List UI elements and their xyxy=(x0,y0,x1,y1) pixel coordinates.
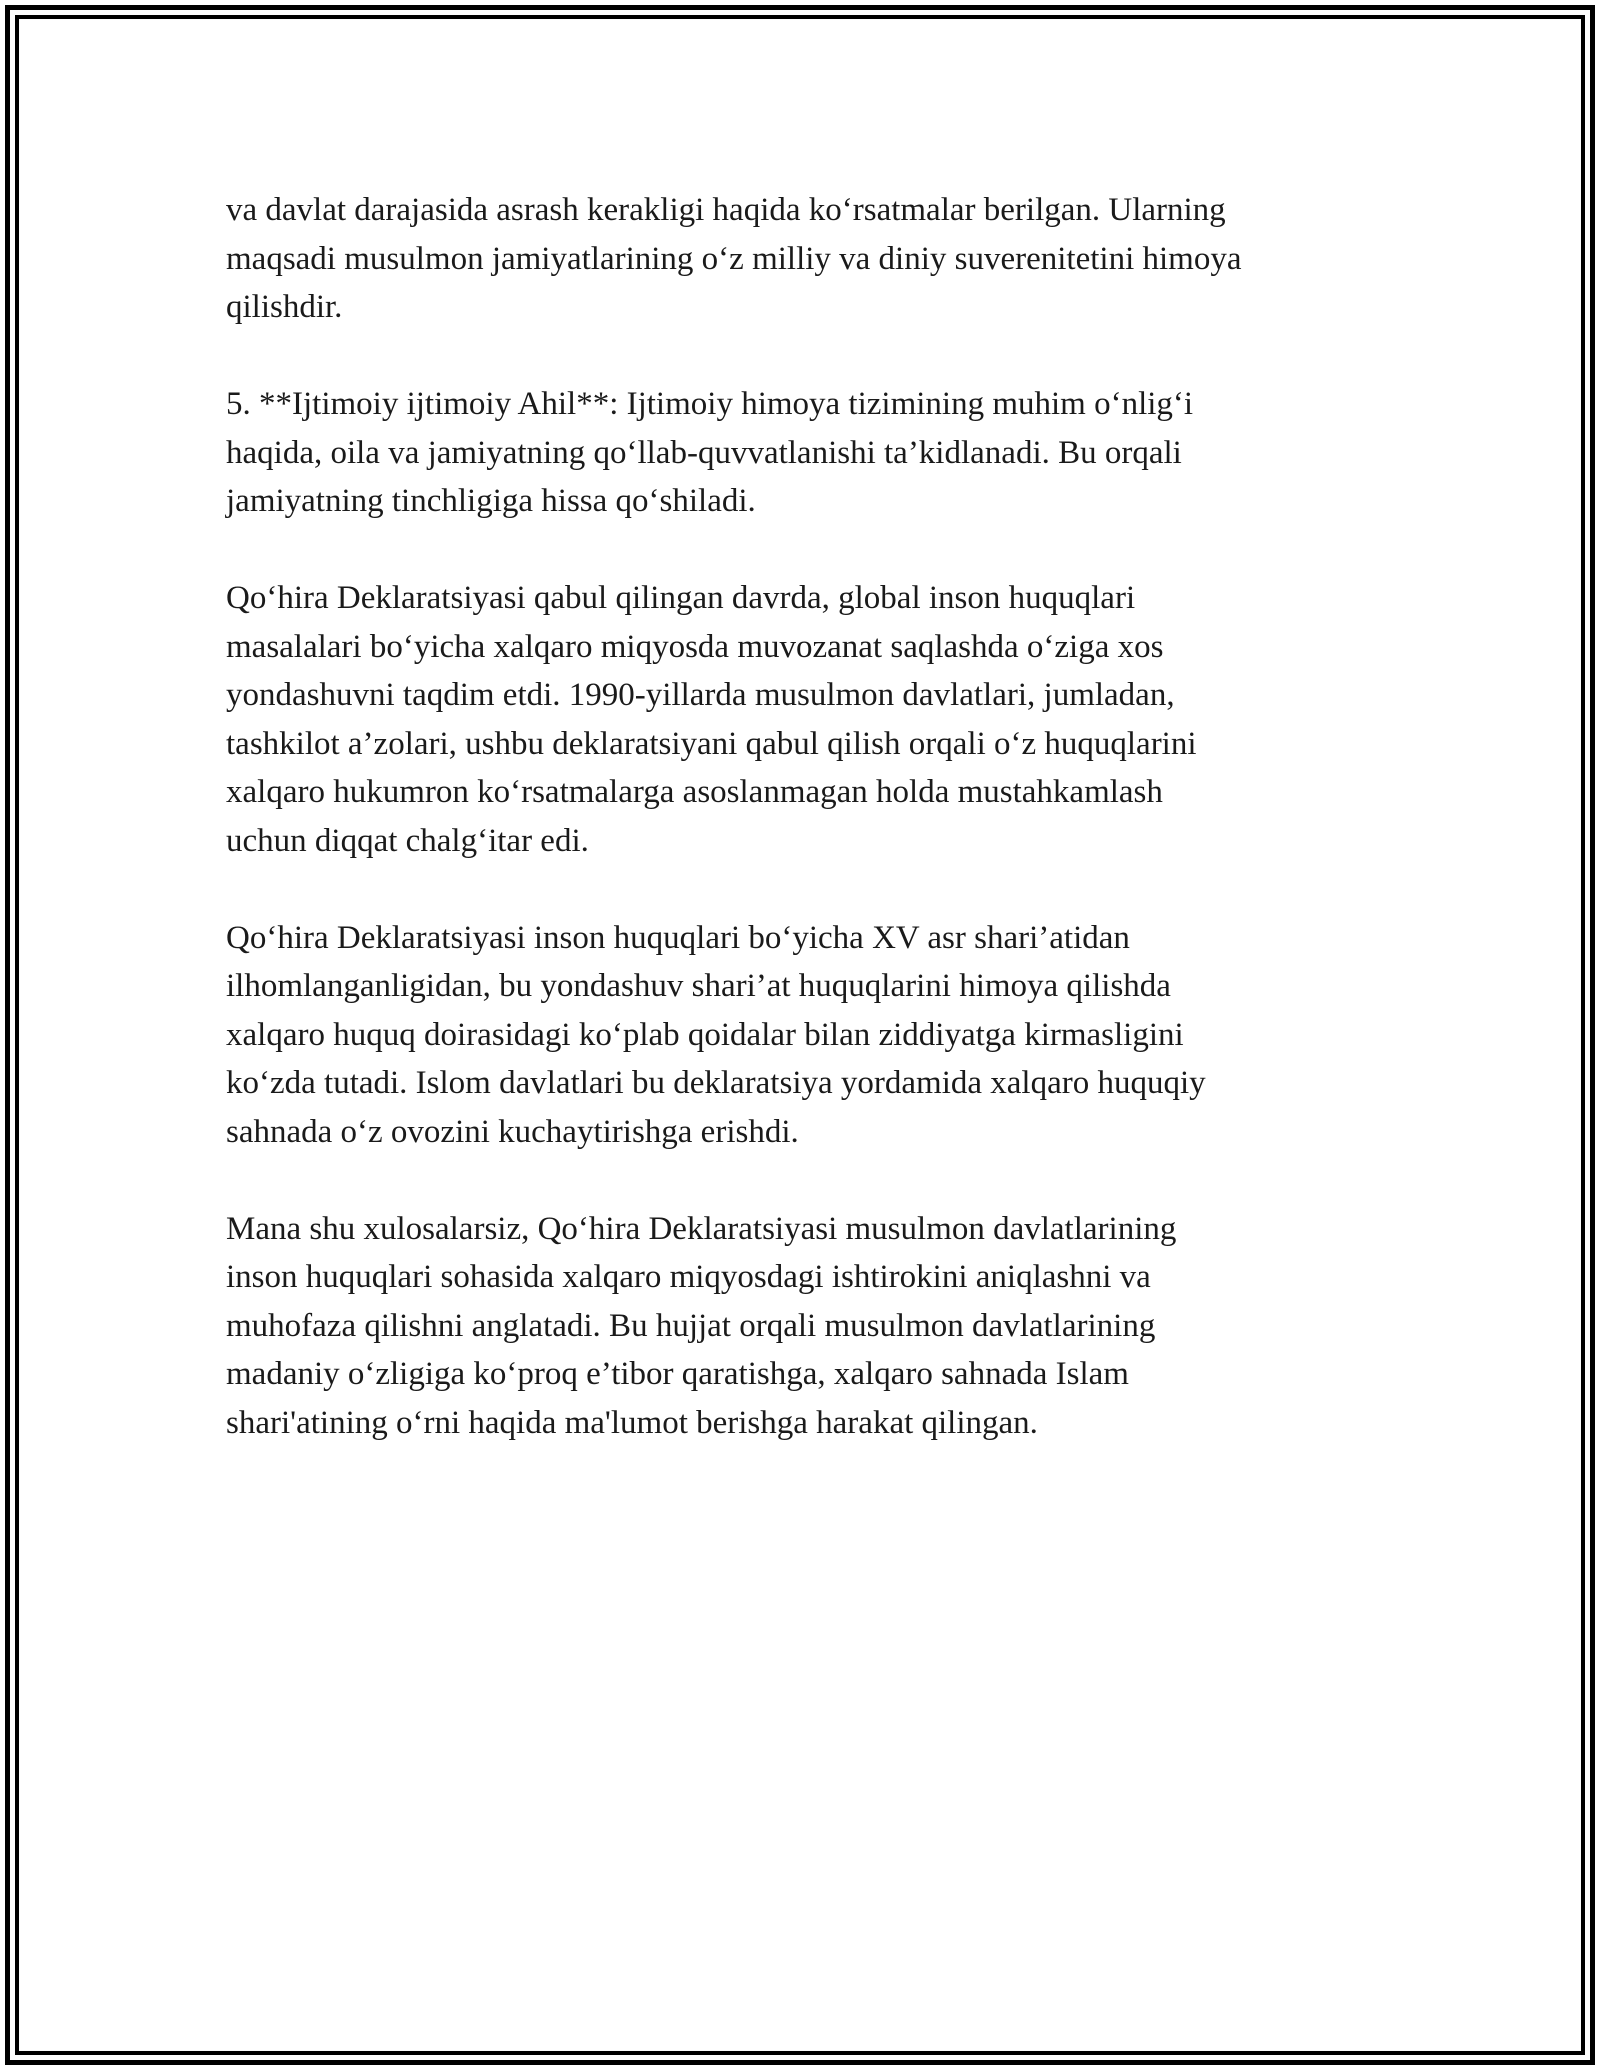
paragraph-5 xyxy=(226,1205,1376,1448)
text-line: ko‘zda tutadi. Islom davlatlari bu deklaratsiya yordamida xalqaro huquqiy xyxy=(226,1065,1206,1101)
text-line: madaniy o‘zligiga ko‘proq e’tibor qaratishga, xalqaro sahnada Islam xyxy=(226,1356,1129,1392)
paragraph-4 xyxy=(226,914,1376,1157)
text-line: Qo‘hira Deklaratsiyasi inson huquqlari bo‘yicha XV asr shari’atidan xyxy=(226,919,1130,956)
text-line: Mana shu xulosalarsiz, Qo‘hira Deklaratsiyasi musulmon davlatlarining xyxy=(226,1210,1177,1247)
text-line: xalqaro huquq doirasidagi ko‘plab qoidalar bilan ziddiyatga kirmasligini xyxy=(226,1016,1184,1053)
text-line: tashkilot a’zolari, ushbu deklaratsiyani qabul qilish orqali o‘z huquqlarini xyxy=(226,725,1197,762)
text-line: shari'atining o‘rni haqida ma'lumot berishga harakat qilingan. xyxy=(226,1404,1038,1441)
text-line: 5. **Ijtimoiy ijtimoiy Ahil**: Ijtimoiy himoya tizimining muhim o‘nlig‘i xyxy=(226,386,1194,422)
text-line: yondashuvni taqdim etdi. 1990-yillarda musulmon davlatlari, jumladan, xyxy=(226,677,1175,713)
text-line: inson huquqlari sohasida xalqaro miqyosdagi ishtirokini aniqlashni va xyxy=(226,1259,1151,1295)
paragraph-2 xyxy=(226,380,1376,526)
paragraph-3 xyxy=(226,574,1376,865)
text-line: xalqaro hukumron ko‘rsatmalarga asoslanmagan holda mustahkamlash xyxy=(226,774,1163,810)
text-line: haqida, oila va jamiyatning qo‘llab-quvvatlanishi ta’kidlanadi. Bu orqali xyxy=(226,434,1182,471)
text-line: qilishdir. xyxy=(226,289,343,325)
text-line: maqsadi musulmon jamiyatlarining o‘z milliy va diniy suverenitetini himoya xyxy=(226,240,1242,277)
text-line: va davlat darajasida asrash kerakligi haqida ko‘rsatmalar berilgan. Ularning xyxy=(226,192,1226,228)
text-line: uchun diqqat chalg‘itar edi. xyxy=(226,822,589,859)
paragraph-1 xyxy=(226,186,1376,332)
text-line: jamiyatning tinchligiga hissa qo‘shiladi. xyxy=(226,483,756,519)
document-body xyxy=(226,186,1376,1496)
text-line: masalalari bo‘yicha xalqaro miqyosda muvozanat saqlashda o‘ziga xos xyxy=(226,628,1164,665)
text-line: sahnada o‘z ovozini kuchaytirishga erishdi. xyxy=(226,1113,799,1150)
text-line: muhofaza qilishni anglatadi. Bu hujjat orqali musulmon davlatlarining xyxy=(226,1307,1156,1344)
text-line: Qo‘hira Deklaratsiyasi qabul qilingan davrda, global inson huquqlari xyxy=(226,580,1136,616)
text-line: ilhomlanganligidan, bu yondashuv shari’at huquqlarini himoya qilishda xyxy=(226,968,1171,1004)
